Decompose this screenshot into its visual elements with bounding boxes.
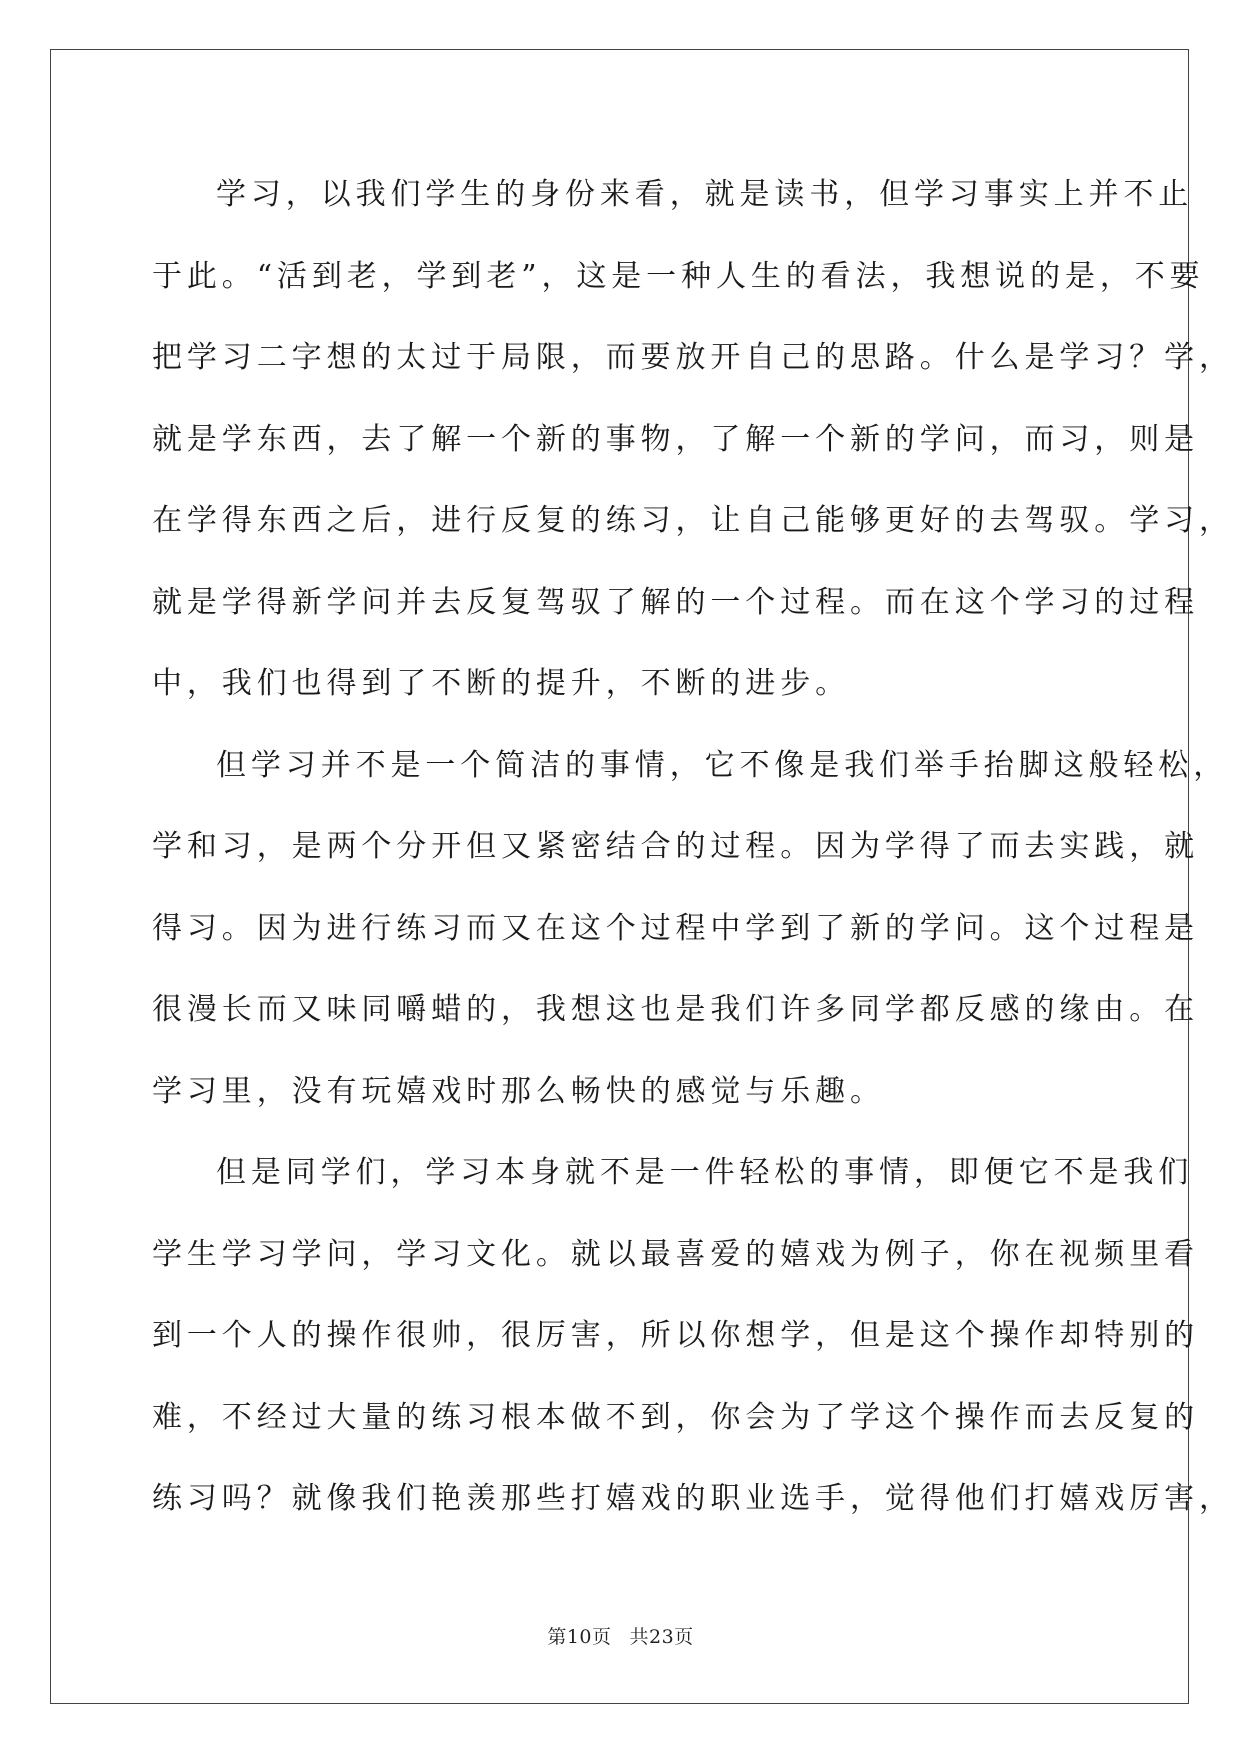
text-line: 在学得东西之后，进行反复的练习，让自己能够更好的去驾驭。学习， <box>152 503 1234 538</box>
text-line: 于此。“活到老，学到老”，这是一种人生的看法，我想说的是，不要 <box>152 258 1205 294</box>
text-line: 就是学得新学问并去反复驾驭了解的一个过程。而在这个学习的过程 <box>152 584 1199 620</box>
text-line: 学生学习学问，学习文化。就以最喜爱的嬉戏为例子，你在视频里看 <box>152 1236 1199 1272</box>
text-line: 很漫长而又味同嚼蜡的，我想这也是我们许多同学都反感的缘由。在 <box>152 992 1199 1027</box>
text-line: 得习。因为进行练习而又在这个过程中学到了新的学问。这个过程是 <box>152 910 1199 946</box>
text-line: 学习里，没有玩嬉戏时那么畅快的感觉与乐趣。 <box>152 1073 885 1109</box>
text-line: 就是学东西，去了解一个新的事物，了解一个新的学问，而习，则是 <box>152 421 1199 457</box>
text-line: 但是同学们，学习本身就不是一件轻松的事情，即便它不是我们 <box>216 1155 1194 1190</box>
text-line: 难，不经过大量的练习根本做不到，你会为了学这个操作而去反复的 <box>152 1399 1199 1435</box>
text-line: 学习，以我们学生的身份来看，就是读书，但学习事实上并不止 <box>216 177 1194 212</box>
page-footer <box>0 1622 1241 1649</box>
text-line: 练习吗？就像我们艳羡那些打嬉戏的职业选手，觉得他们打嬉戏厉害， <box>152 1481 1234 1516</box>
page-total: 共23页 <box>629 1626 694 1648</box>
text-line: 把学习二字想的太过于局限，而要放开自己的思路。什么是学习？学， <box>152 340 1234 375</box>
text-line: 但学习并不是一个简洁的事情，它不像是我们举手抬脚这般轻松， <box>216 747 1229 783</box>
text-line: 中，我们也得到了不断的提升，不断的进步。 <box>152 666 850 701</box>
text-line: 到一个人的操作很帅，很厉害，所以你想学，但是这个操作却特别的 <box>152 1318 1199 1353</box>
page-number: 第10页 <box>547 1626 612 1648</box>
document-body <box>152 154 1234 1540</box>
text-line: 学和习，是两个分开但又紧密结合的过程。因为学得了而去实践，就 <box>152 829 1199 864</box>
